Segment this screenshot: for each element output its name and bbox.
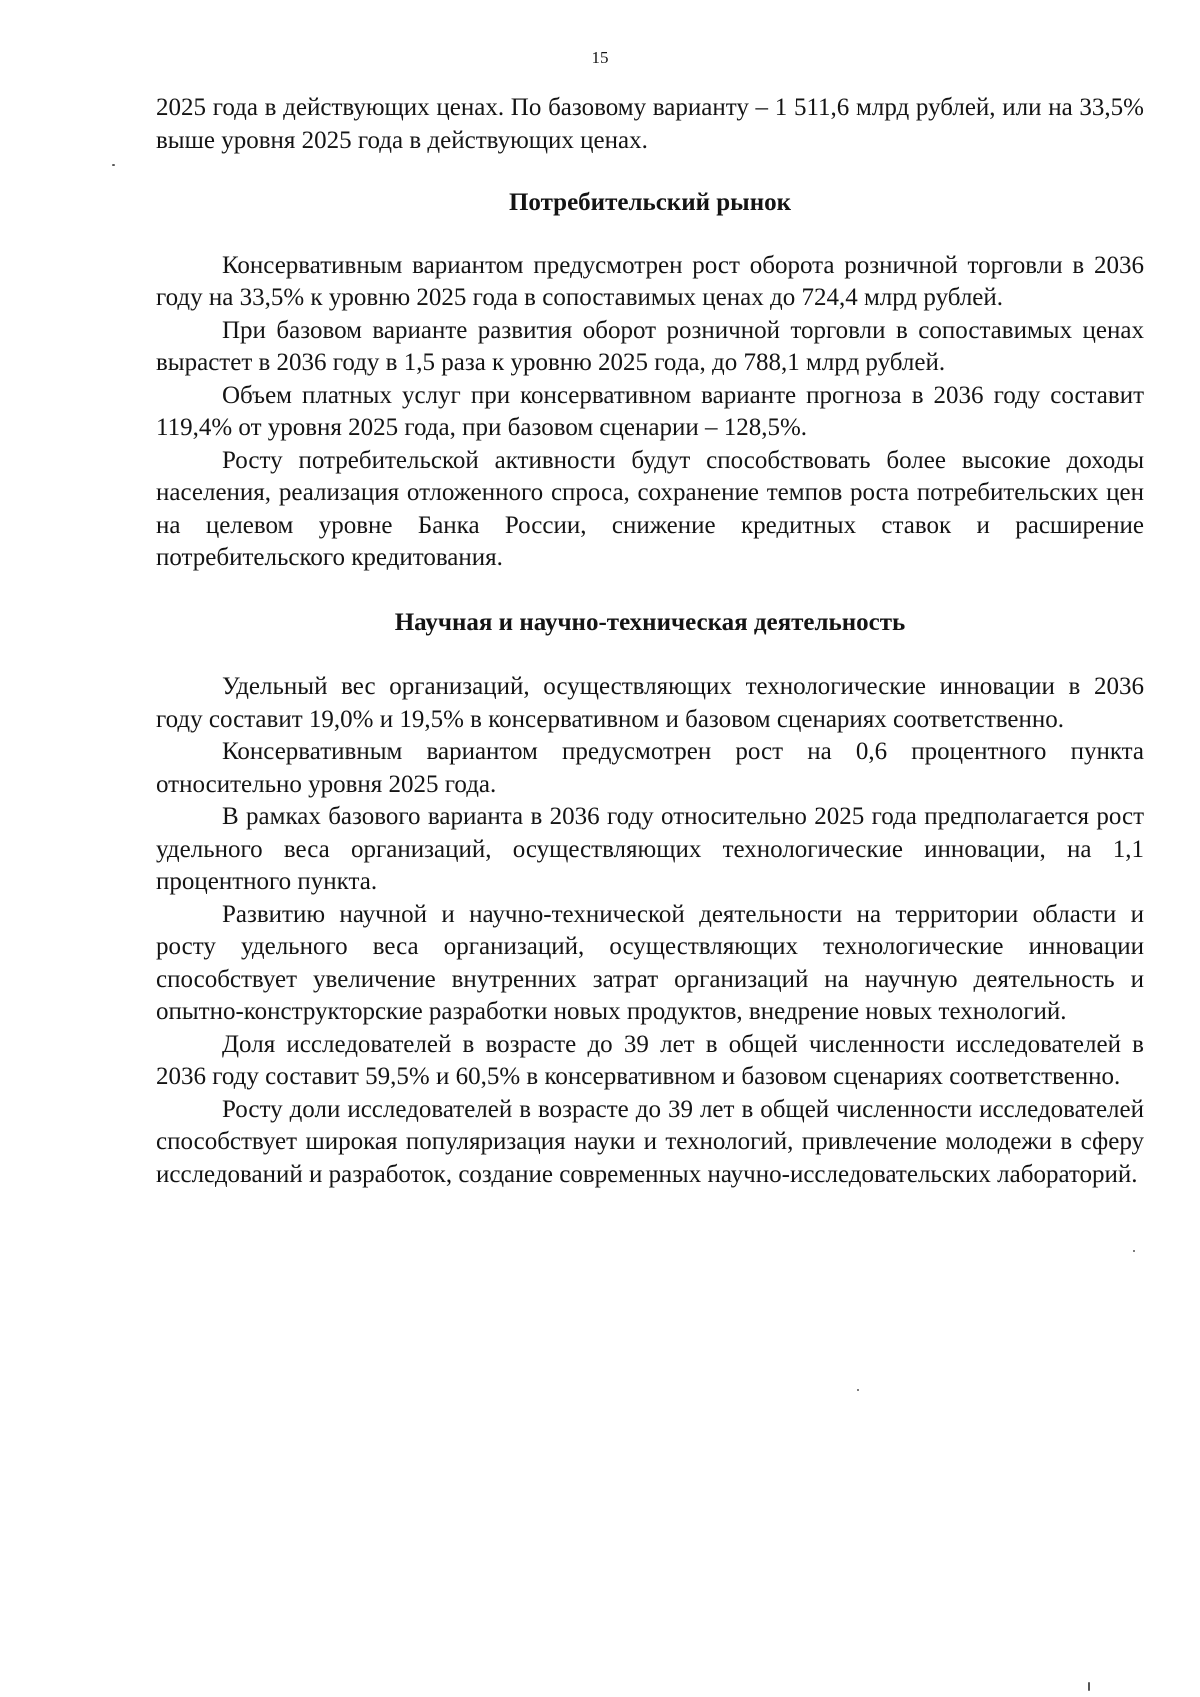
science-paragraph-6: Росту доли исследователей в возрасте до 39 лет в общей численности исследователей способствует широкая популяризация науки и технологий, привлечение молодежи в сферу исследований и разработок, создание современных научно-исследовательских лабораторий.: [156, 1095, 1144, 1188]
page-number: 15: [591, 48, 609, 67]
science-paragraph-3: В рамках базового варианта в 2036 году относительно 2025 года предполагается рост удельного веса организаций, осуществляющих технологические инновации, на 1,1 процентного пункта.: [156, 803, 1144, 895]
scan-speck: [857, 1389, 859, 1391]
scan-speck: [1133, 1250, 1135, 1252]
consumer-paragraph-2: При базовом варианте развития оборот розничной торговли в сопоставимых ценах вырастет в 2036 году в 1,5 раза к уровню 2025 года, до 788,1 млрд рублей.: [156, 316, 1144, 376]
scan-speck: [112, 164, 115, 166]
section-heading-consumer-market: Потребительский рынок: [508, 189, 792, 216]
consumer-paragraph-3: Объем платных услуг при консервативном варианте прогноза в 2036 году составит 119,4% от уровня 2025 года, при базовом сценарии – 128,5%.: [156, 381, 1144, 441]
section-heading-science: Научная и научно-техническая деятельность: [394, 608, 906, 636]
consumer-paragraph-4: Росту потребительской активности будут способствовать более высокие доходы населения, реализация отложенного спроса, сохранение темпов роста потребительских цен на целевом уровне Банка России, снижение кредитных ставок и расширение потребительского кредитования.: [156, 446, 1144, 571]
science-paragraph-1: Удельный вес организаций, осуществляющих технологические инновации в 2036 году составит 19,0% и 19,5% в консервативном и базовом сценариях соответственно.: [156, 673, 1144, 733]
science-paragraph-5: Доля исследователей в возрасте до 39 лет в общей численности исследователей в 2036 году составит 59,5% и 60,5% в консервативном и базовом сценариях соответственно.: [156, 1030, 1144, 1090]
document-body: [156, 92, 1144, 1191]
scan-speck: [1088, 1682, 1090, 1691]
science-paragraph-2: Консервативным вариантом предусмотрен рост на 0,6 процентного пункта относительно уровня 2025 года.: [156, 738, 1144, 798]
intro-paragraph: 2025 года в действующих ценах. По базовому варианту – 1 511,6 млрд рублей, или на 33,5% выше уровня 2025 года в действующих ценах.: [156, 94, 1144, 154]
science-paragraph-4: Развитию научной и научно-технической деятельности на территории области и росту удельного веса организаций, осуществляющих технологические инновации способствует увеличение внутренних затрат организаций на научную деятельность и опытно-конструкторские разработки новых продуктов, внедрение новых технологий.: [156, 900, 1144, 1025]
consumer-paragraph-1: Консервативным вариантом предусмотрен рост оборота розничной торговли в 2036 году на 33,5% к уровню 2025 года в сопоставимых ценах до 724,4 млрд рублей.: [156, 251, 1144, 311]
